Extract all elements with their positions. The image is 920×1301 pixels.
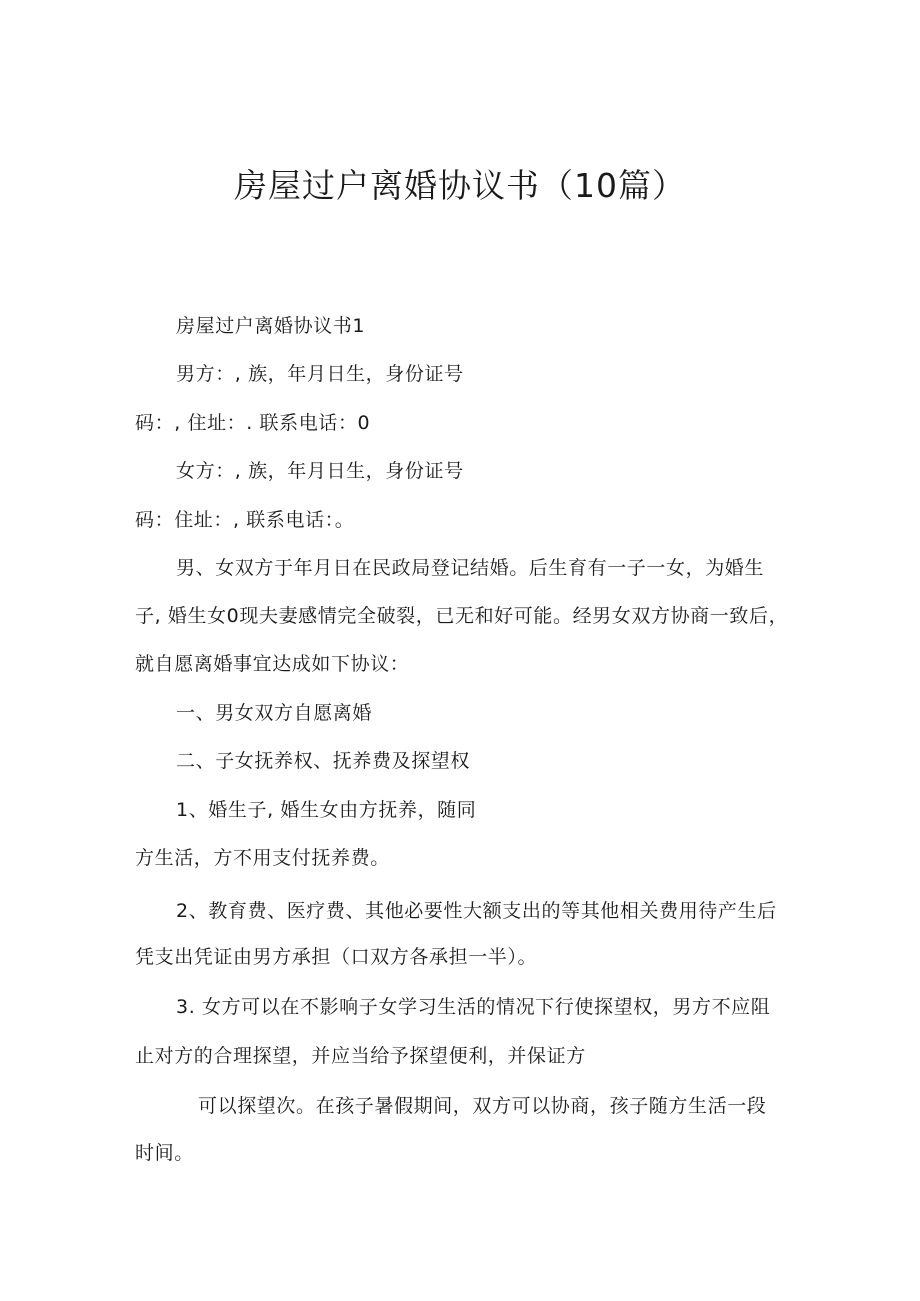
- document-title: 房屋过户离婚协议书（10篇）: [234, 166, 686, 205]
- male-party-continuation: 码：, 住址：. 联系电话：0: [135, 412, 371, 434]
- paragraph-line: 2、教育费、医疗费、其他必要性大额支出的等其他相关费用待产生后: [176, 900, 777, 922]
- paragraph-line: 子, 婚生女0现夫妻感情完全破裂，已无和好可能。经男女双方协商一致后，: [135, 605, 789, 627]
- female-party-continuation: 码：住址：, 联系电话：。: [135, 509, 355, 531]
- paragraph-line: 方生活，方不用支付抚养费。: [135, 847, 390, 869]
- paragraph-line: 就自愿离婚事宜达成如下协议：: [135, 653, 410, 675]
- male-party-line: 男方：, 族，年月日生，身份证号: [176, 363, 464, 385]
- section-heading: 房屋过户离婚协议书1: [176, 315, 366, 337]
- paragraph-line: 凭支出凭证由男方承担（口双方各承担一半）。: [135, 946, 538, 968]
- paragraph-line: 男、女双方于年月日在民政局登记结婚。后生育有一子一女，为婚生: [176, 557, 765, 579]
- female-party-line: 女方：, 族，年月日生，身份证号: [176, 460, 464, 482]
- paragraph-line: 止对方的合理探望，并应当给予探望便利，并保证方: [135, 1045, 586, 1067]
- paragraph-line: 时间。: [135, 1142, 194, 1164]
- clause-heading: 一、男女双方自愿离婚: [176, 702, 373, 724]
- paragraph-line: 3. 女方可以在不影响子女学习生活的情况下行使探望权，男方不应阻: [176, 996, 771, 1018]
- paragraph-line: 可以探望次。在孩子暑假期间，双方可以协商，孩子随方生活一段: [198, 1095, 767, 1117]
- paragraph-line: 1、婚生子, 婚生女由方抚养，随同: [176, 799, 477, 821]
- clause-heading: 二、子女抚养权、抚养费及探望权: [176, 750, 471, 772]
